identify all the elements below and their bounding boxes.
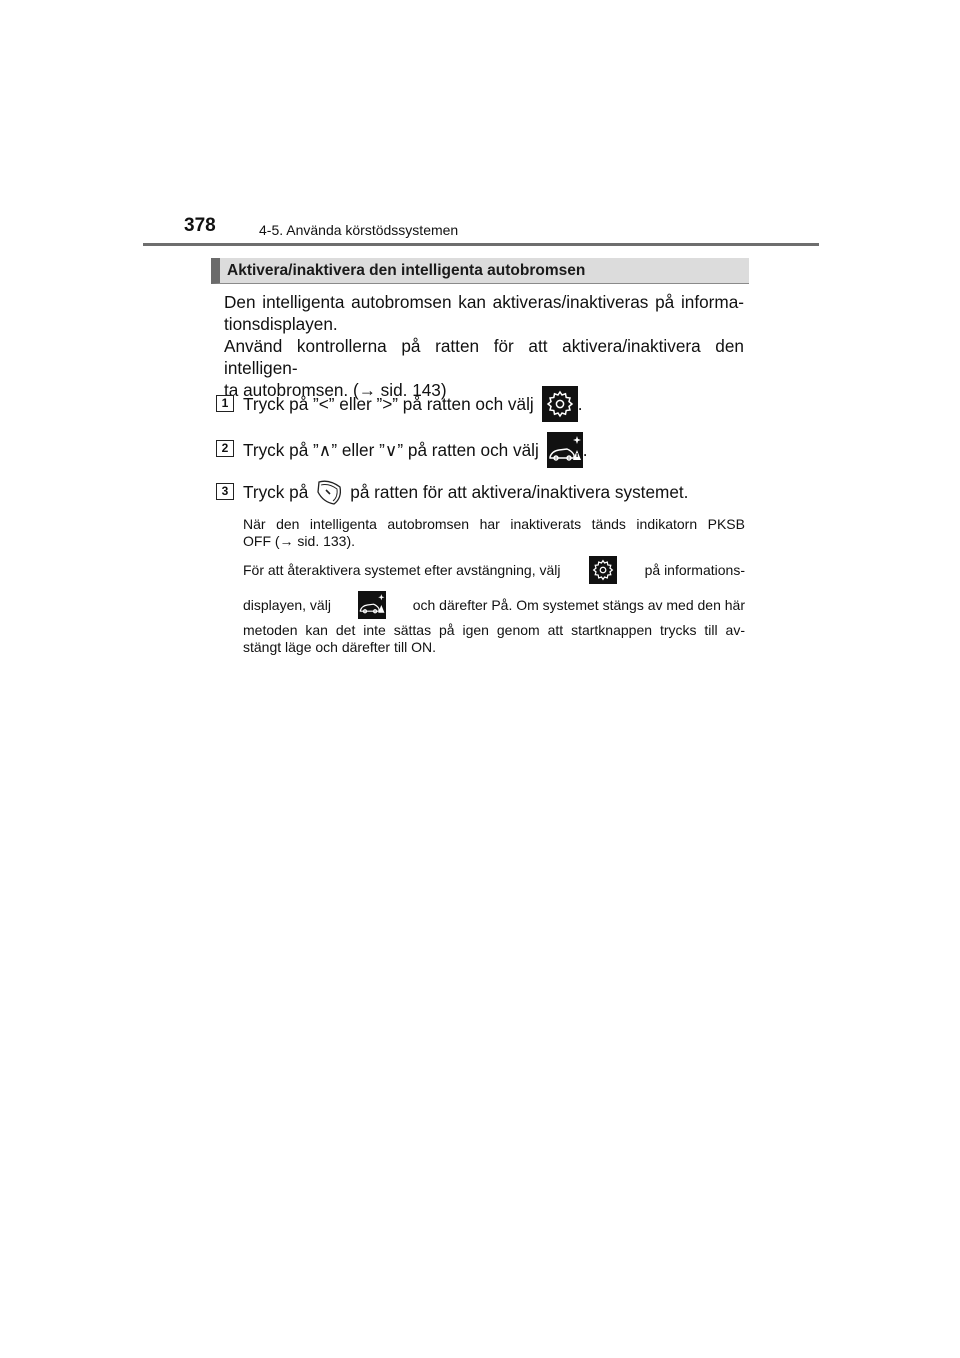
gear-icon (589, 556, 617, 584)
topic-title: Aktivera/inaktivera den intelligenta autobromsen (227, 262, 586, 279)
ok-button-icon (314, 478, 344, 506)
gear-icon (542, 386, 578, 422)
step-3 (243, 478, 688, 506)
step-number-2: 2 (216, 440, 234, 457)
car-warning-icon (547, 432, 583, 468)
section-title: 4-5. Använda körstödssystemen (259, 222, 459, 238)
note-reactivate-line-2 (243, 590, 745, 620)
intro-line: Den intelligenta autobromsen kan aktiveras/inaktiveras på informa- (224, 292, 744, 312)
note-text: och därefter På. Om systemet stängs av med den här (412, 597, 745, 613)
note-text: displayen, välj (243, 597, 331, 613)
step-number-1: 1 (216, 395, 234, 412)
car-warning-icon (358, 591, 386, 619)
note-line: stängt läge och därefter till ON. (243, 639, 436, 655)
intro-line: Använd kontrollerna på ratten för att aktivera/inaktivera den intelligen- (224, 336, 744, 378)
topic-banner (211, 258, 749, 284)
step-3-text: Tryck på (243, 481, 309, 502)
step-2-text: Tryck på ”∧” eller ”∨” på ratten och välj (243, 439, 539, 460)
note-line: När den intelligenta autobromsen har inaktiverats tänds indikatorn PKSB (243, 516, 745, 532)
step-1-end: . (577, 393, 583, 414)
step-number-3: 3 (216, 483, 234, 500)
step-3-end: på ratten för att aktivera/inaktivera systemet. (350, 481, 689, 502)
note-reactivate-rest (243, 622, 745, 656)
step-2 (243, 432, 588, 468)
note-reactivate-line-1 (243, 555, 745, 585)
intro-line: ta autobromsen. (→ sid. 143) (224, 380, 447, 400)
note-pksb (243, 516, 745, 550)
step-1-text: Tryck på ”<” eller ”>” på ratten och välj (243, 393, 534, 414)
page-number: 378 (184, 215, 216, 236)
note-line: OFF (→ sid. 133). (243, 533, 356, 549)
step-1 (243, 386, 582, 422)
note-text: För att återaktivera systemet efter avstängning, välj (243, 562, 561, 578)
note-text: på informations- (644, 562, 745, 578)
intro-paragraph-1 (224, 291, 744, 335)
header-divider (143, 243, 819, 246)
step-2-end: . (582, 439, 588, 460)
note-line: metoden kan det inte sättas på igen genom att startknappen trycks till av- (243, 622, 745, 638)
intro-line: tionsdisplayen. (224, 314, 338, 334)
